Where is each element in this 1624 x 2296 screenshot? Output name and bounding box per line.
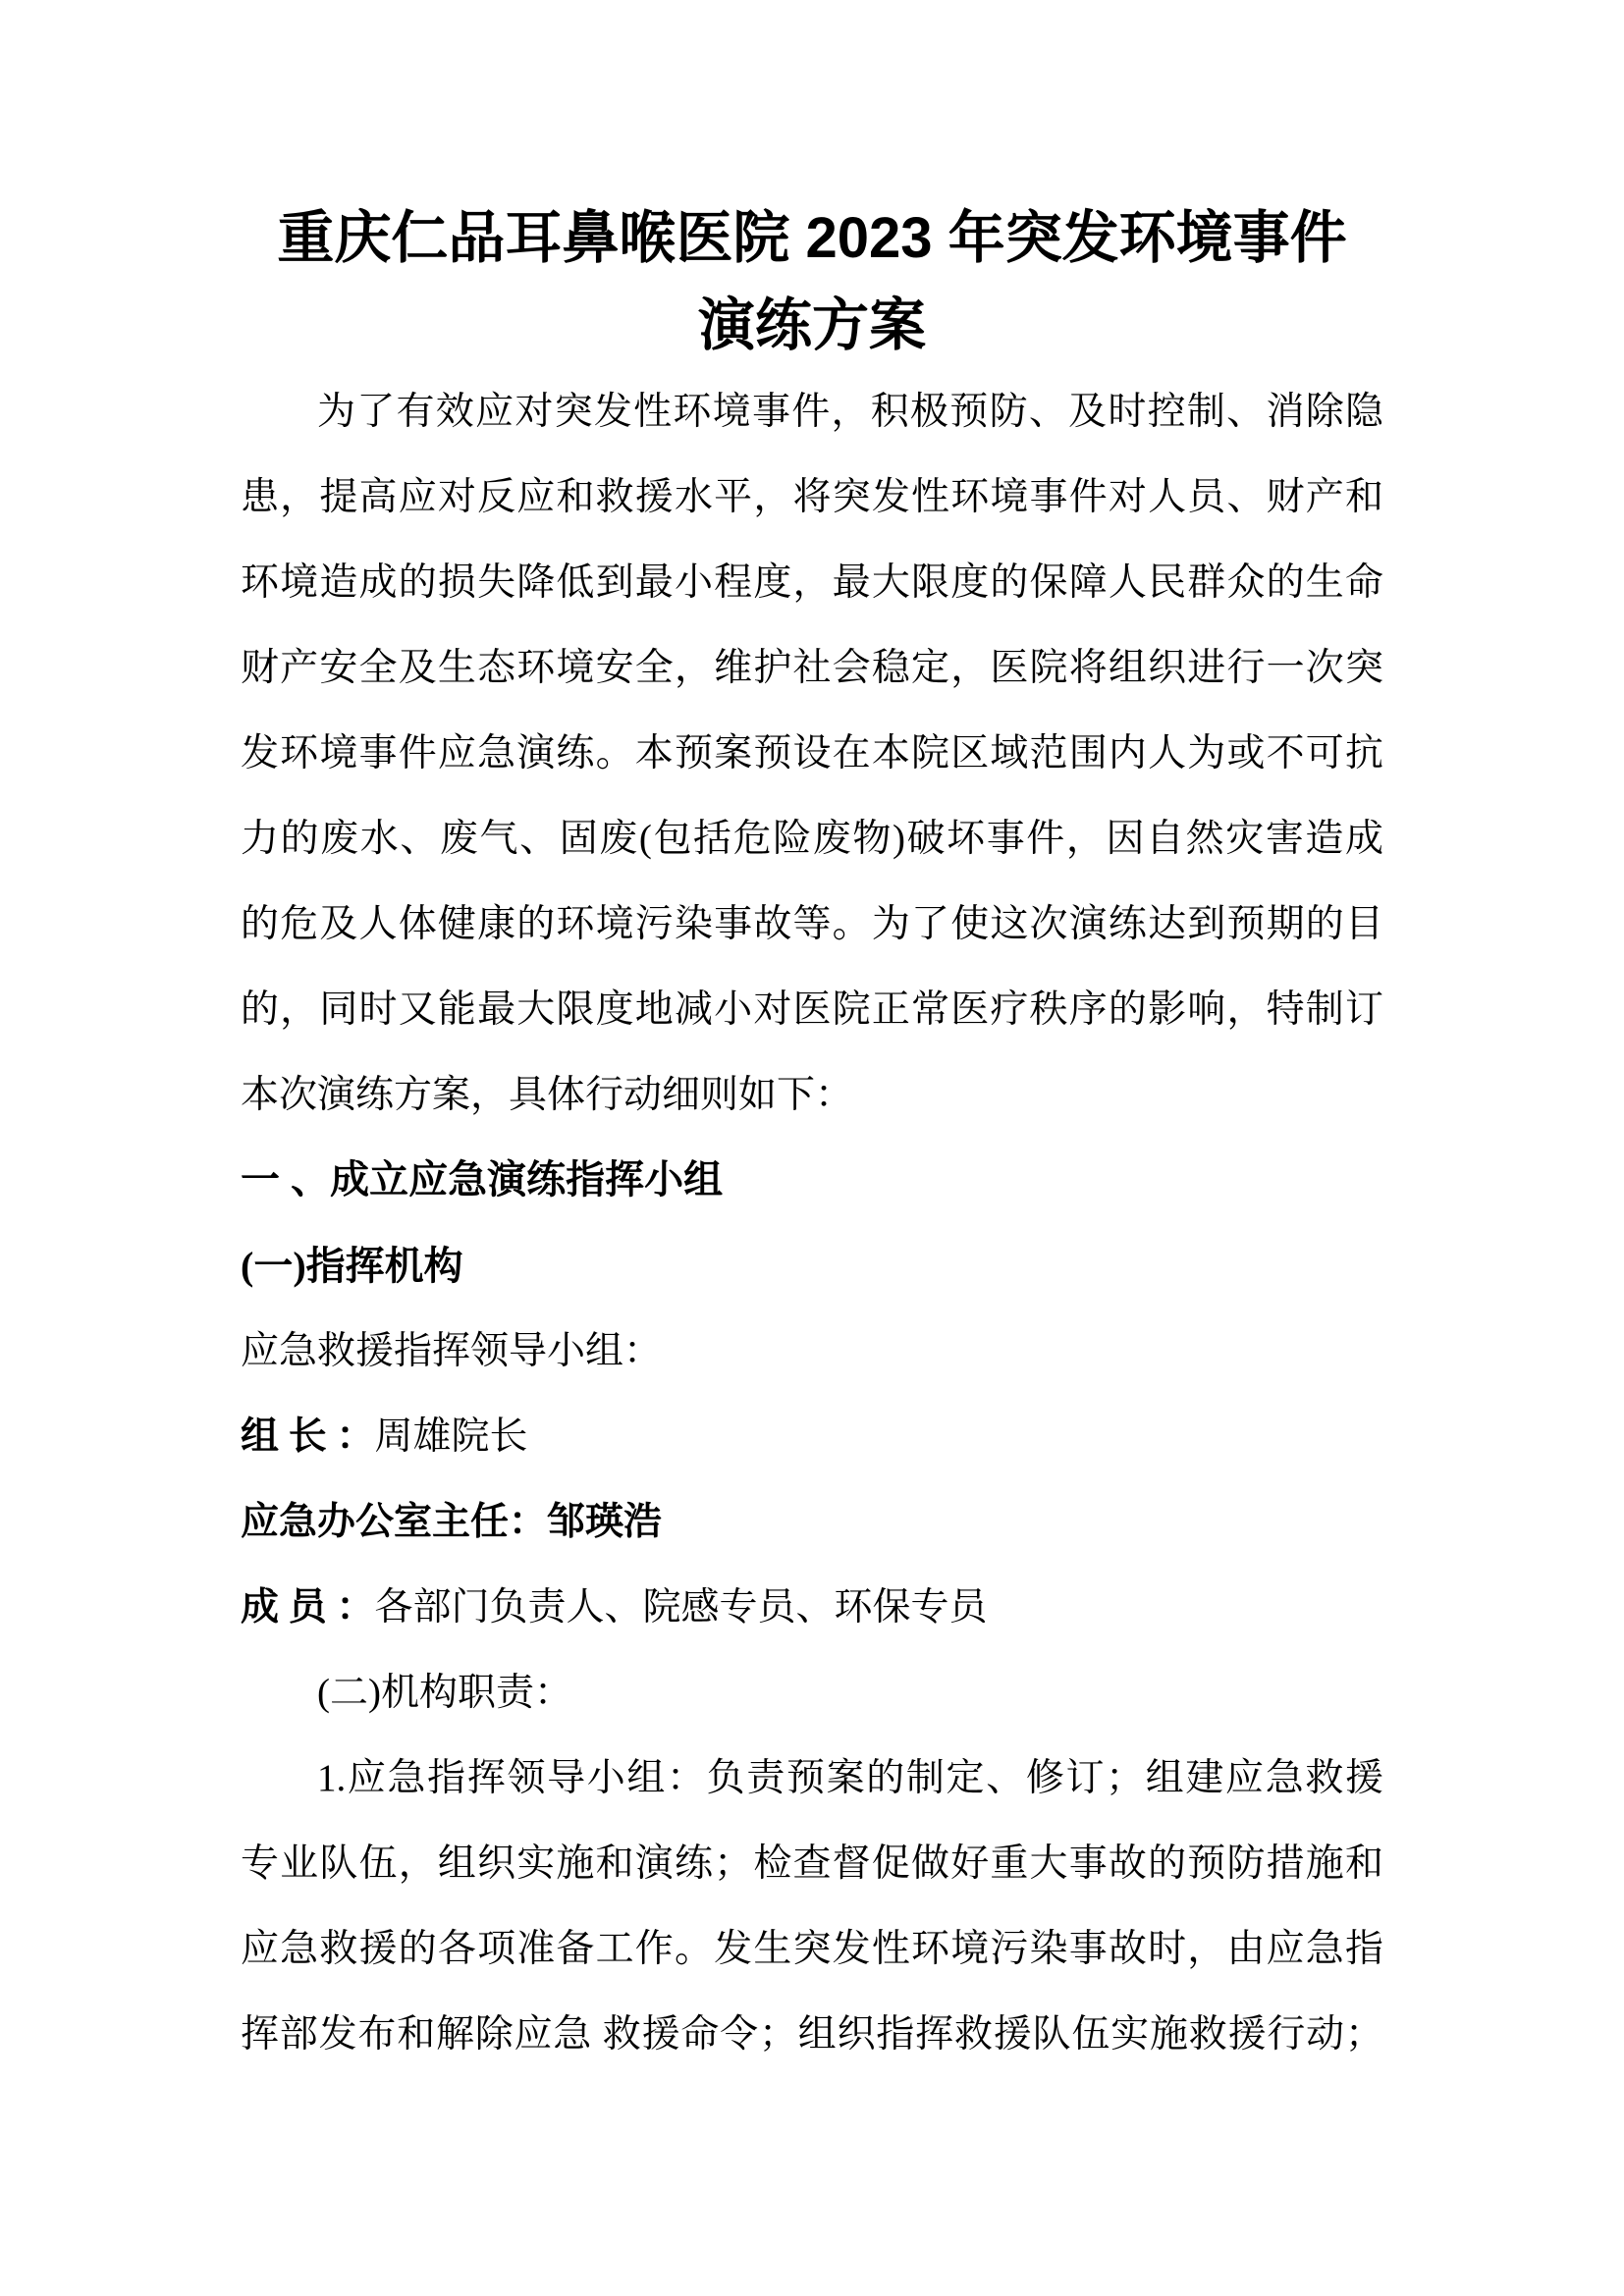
role-line-leader [241, 1394, 1383, 1479]
role-label: 成 员 ： [241, 1586, 375, 1629]
subsection-heading-1-1: (一)指挥机构 [241, 1244, 463, 1288]
intro-paragraph-line: 的，同时又能最大限度地减小对医院正常医疗秩序的影响，特制订 [241, 988, 1383, 1031]
role-line-office-director: 应急办公室主任：邹瑛浩 [241, 1501, 663, 1543]
intro-paragraph-line: 为了有效应对突发性环境事件，积极预防、及时控制、消除隐 [317, 391, 1383, 433]
intro-paragraph-line: 力的废水、废气、固废(包括危险废物)破坏事件，因自然灾害造成 [241, 818, 1383, 860]
intro-paragraph-line: 本次演练方案，具体行动细则如下： [241, 1074, 854, 1116]
role-label: 组 长 ： [241, 1415, 375, 1458]
doc-title-line-1: 重庆仁品耳鼻喉医院 2023 年突发环境事件 [277, 206, 1347, 270]
duty-paragraph-line: 挥部发布和解除应急 救援命令；组织指挥救援队伍实施救援行动； [241, 2013, 1383, 2056]
section-heading-1: 一 、成立应急演练指挥小组 [241, 1158, 724, 1201]
duty-paragraph-line: 应急救援的各项准备工作。发生突发性环境污染事故时，由应急指 [241, 1928, 1383, 1970]
intro-paragraph-line: 的危及人体健康的环境污染事故等。为了使这次演练达到预期的目 [241, 903, 1383, 945]
role-value: 各部门负责人、院感专员、环保专员 [374, 1586, 988, 1629]
lead-text: 应急救援指挥领导小组： [241, 1330, 663, 1372]
duty-paragraph-line: 专业队伍，组织实施和演练；检查督促做好重大事故的预防措施和 [241, 1842, 1383, 1885]
intro-paragraph-line: 发环境事件应急演练。本预案预设在本院区域范围内人为或不可抗 [241, 732, 1383, 774]
duty-paragraph-line: 1.应急指挥领导小组：负责预案的制定、修订；组建应急救援 [317, 1757, 1383, 1799]
intro-paragraph-line: 财产安全及生态环境安全，维护社会稳定，医院将组织进行一次突 [241, 647, 1383, 689]
role-value: 周雄院长 [374, 1415, 528, 1458]
subsection-heading-1-2: (二)机构职责： [317, 1672, 572, 1714]
doc-title-line-2: 演练方案 [697, 294, 926, 357]
intro-paragraph-line: 环境造成的损失降低到最小程度，最大限度的保障人民群众的生命 [241, 561, 1383, 604]
intro-paragraph-line: 患，提高应对反应和救援水平，将突发性环境事件对人员、财产和 [241, 476, 1383, 518]
role-line-members [241, 1565, 1383, 1650]
